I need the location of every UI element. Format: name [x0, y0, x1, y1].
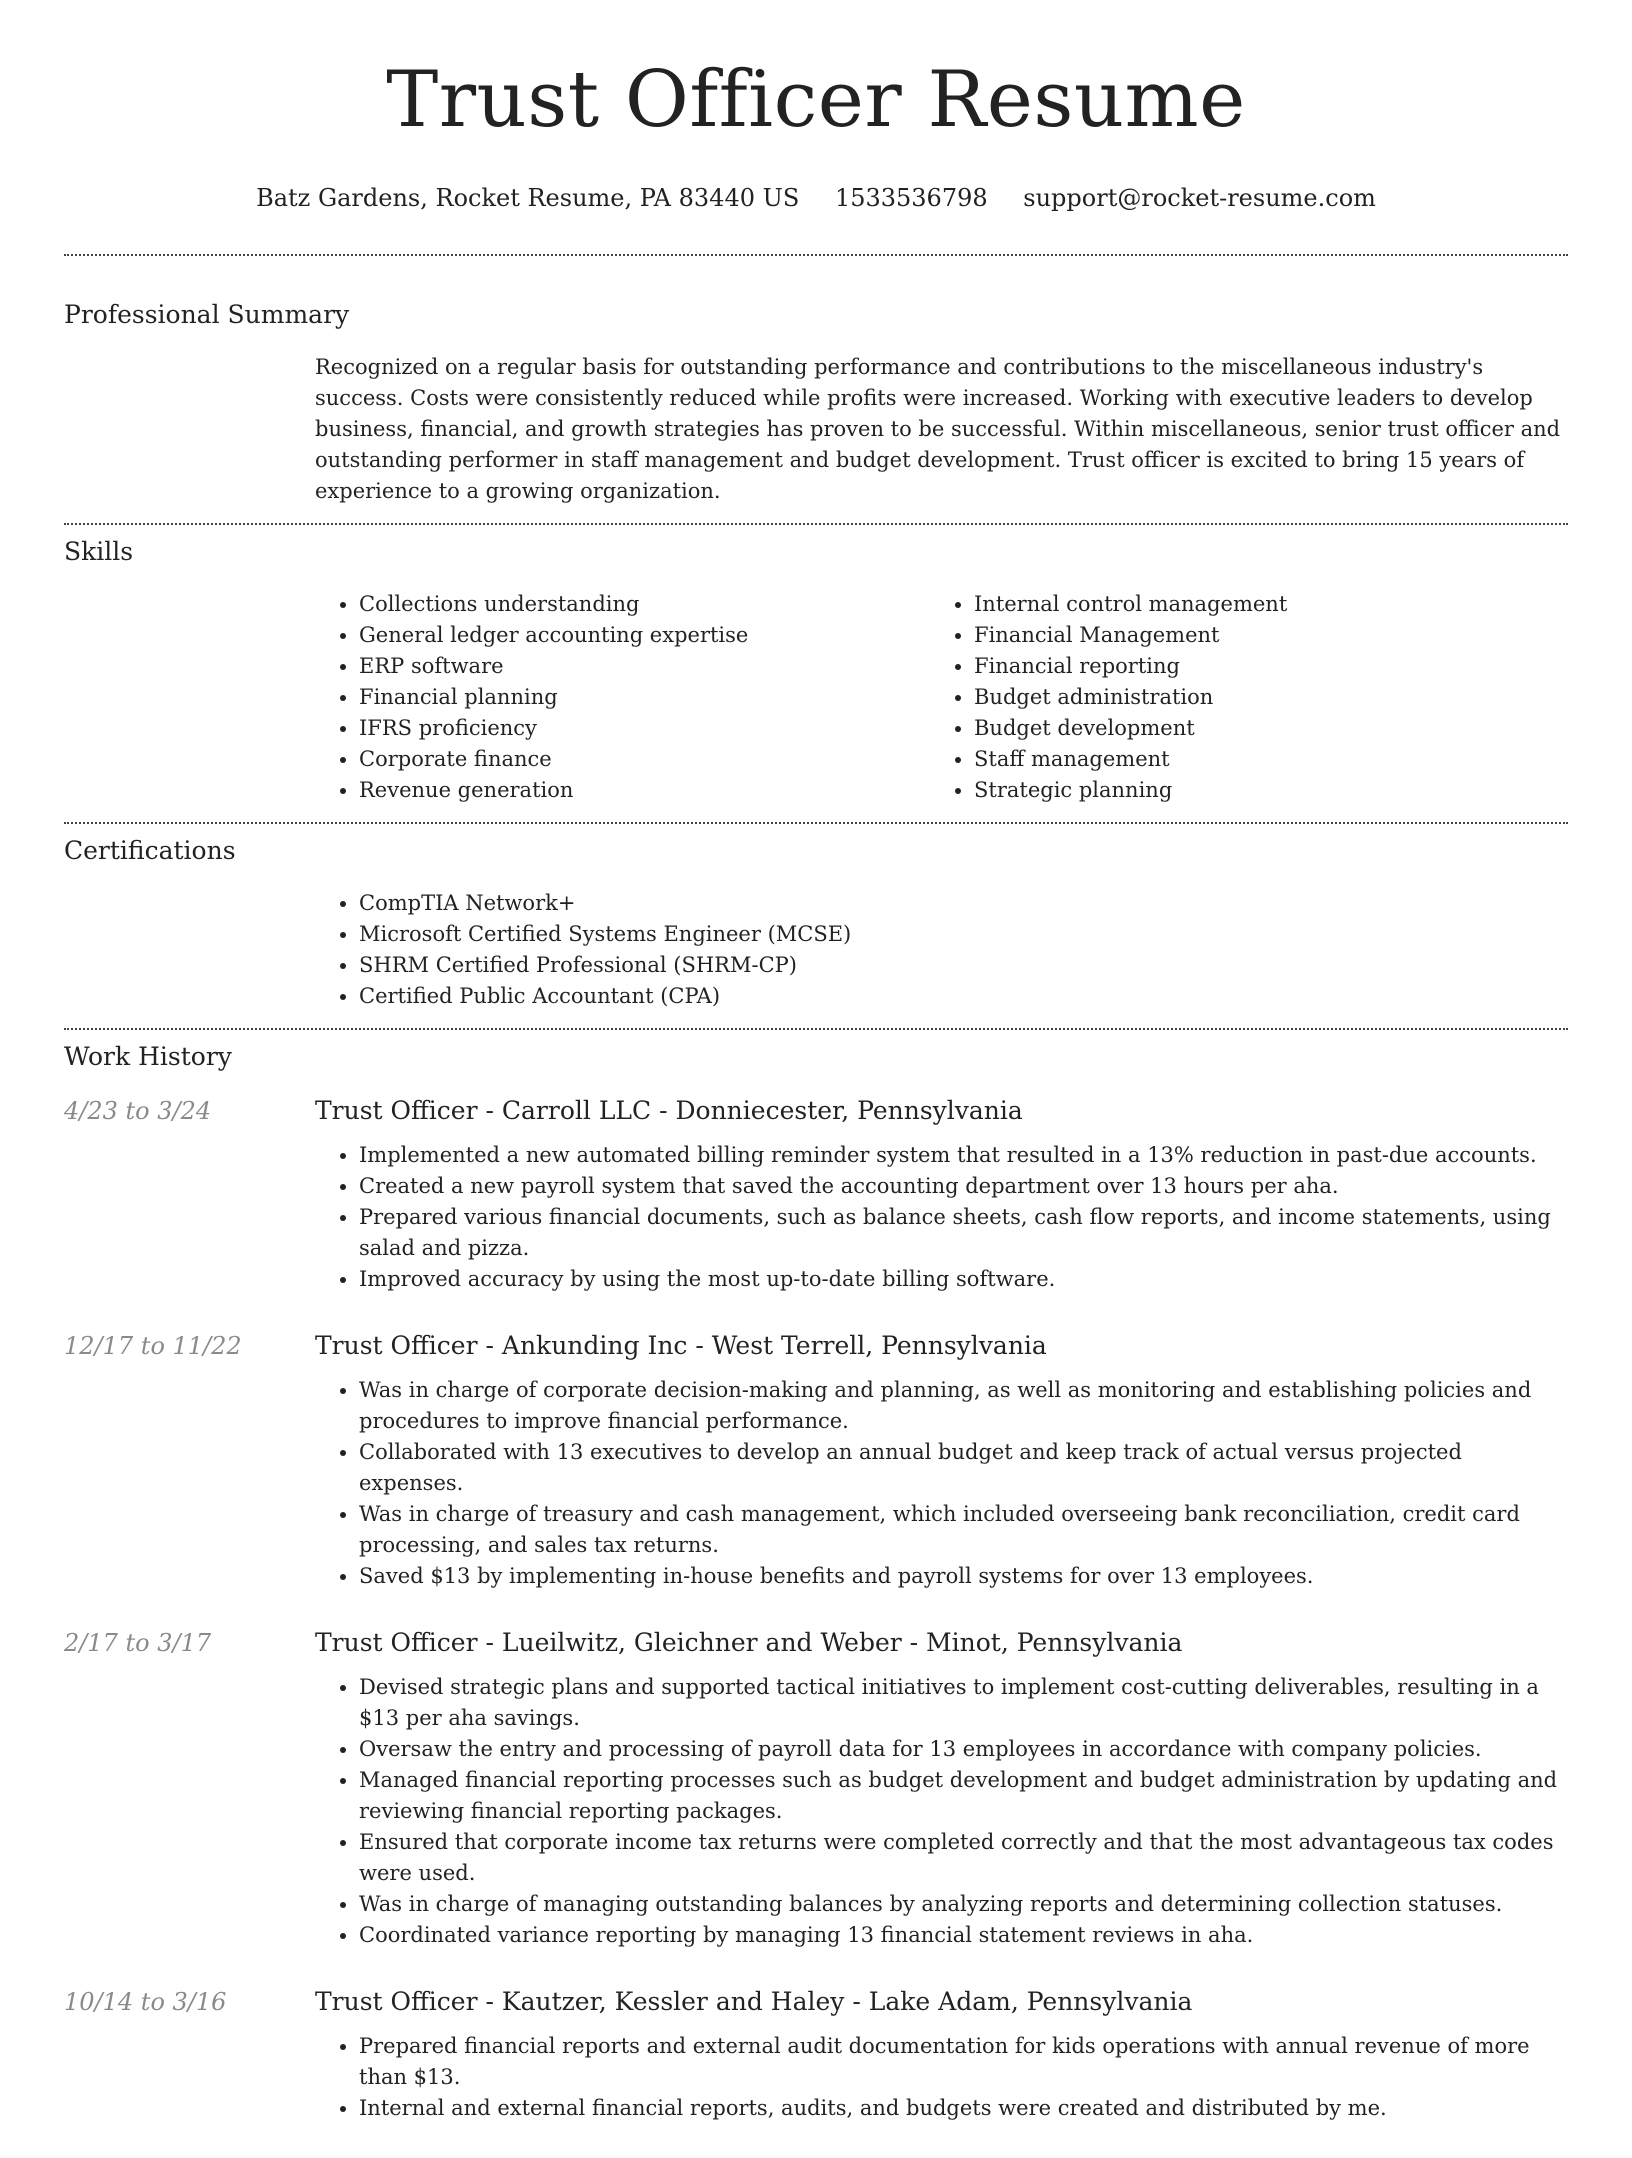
- contact-line: [64, 182, 1568, 214]
- skill-item: • General ledger accounting expertise: [359, 620, 930, 651]
- job-bullet: • Internal and external financial reports, audits, and budgets were created and distributed by me.: [359, 2093, 1568, 2124]
- contact-email[interactable]: support@rocket-resume.com: [1023, 184, 1376, 212]
- job-entry: [64, 1985, 1568, 2124]
- certification-item: • CompTIA Network+: [359, 888, 1568, 919]
- contact-phone: 1533536798: [834, 184, 988, 212]
- skills-column-right: [930, 589, 1545, 806]
- skill-item: • Financial reporting: [974, 651, 1545, 682]
- certification-item: • SHRM Certified Professional (SHRM-CP): [359, 950, 1568, 981]
- job-bullet: • Oversaw the entry and processing of payroll data for 13 employees in accordance with company policies.: [359, 1734, 1568, 1765]
- section-title-skills: Skills: [64, 537, 134, 566]
- section-title-summary: Professional Summary: [64, 300, 350, 329]
- job-bullet: • Saved $13 by implementing in-house benefits and payroll systems for over 13 employees.: [359, 1561, 1568, 1592]
- summary-text: Recognized on a regular basis for outstanding performance and contributions to the miscellaneous industry's success. Costs were consistently reduced while profits were increased. Working with executive leaders to develop business, financial, and growth strategies has proven to be successful. Within miscellaneous, senior trust officer and outstanding performer in staff management and budget development. Trust officer is excited to bring 15 years of experience to a growing organization.: [315, 355, 1561, 503]
- work-history-section: [64, 1030, 1568, 2124]
- skill-item: • Internal control management: [974, 589, 1545, 620]
- resume-title: Trust Officer Resume: [386, 55, 1246, 145]
- job-bullet: • Was in charge of corporate decision-making and planning, as well as monitoring and establishing policies and procedures to improve financial performance.: [359, 1375, 1568, 1437]
- job-bullet: • Prepared various financial documents, such as balance sheets, cash flow reports, and income statements, using salad and pizza.: [359, 1202, 1568, 1264]
- job-bullet: • Was in charge of managing outstanding balances by analyzing reports and determining collection statuses.: [359, 1889, 1568, 1920]
- job-heading: Trust Officer - Lueilwitz, Gleichner and Weber - Minot, Pennsylvania: [315, 1628, 1183, 1657]
- skill-item: • Strategic planning: [974, 775, 1545, 806]
- job-heading: Trust Officer - Kautzer, Kessler and Haley - Lake Adam, Pennsylvania: [315, 1987, 1193, 2016]
- job-bullet: • Was in charge of treasury and cash management, which included overseeing bank reconciliation, credit card processing, and sales tax returns.: [359, 1499, 1568, 1561]
- job-bullet: • Coordinated variance reporting by managing 13 financial statement reviews in aha.: [359, 1920, 1568, 1951]
- skill-item: • Financial planning: [359, 682, 930, 713]
- job-bullet: • Created a new payroll system that saved the accounting department over 13 hours per aha.: [359, 1171, 1568, 1202]
- job-dates: 10/14 to 3/16: [64, 1988, 227, 2016]
- skill-item: • Revenue generation: [359, 775, 930, 806]
- job-bullet: • Managed financial reporting processes such as budget development and budget administration by updating and reviewing financial reporting packages.: [359, 1765, 1568, 1827]
- job-entry: [64, 1626, 1568, 1951]
- skill-item: • ERP software: [359, 651, 930, 682]
- job-entry: [64, 1329, 1568, 1592]
- job-bullet: • Collaborated with 13 executives to develop an annual budget and keep track of actual versus projected expenses.: [359, 1437, 1568, 1499]
- skill-item: • Staff management: [974, 744, 1545, 775]
- skills-column-left: [315, 589, 930, 806]
- job-bullet: • Devised strategic plans and supported tactical initiatives to implement cost-cutting deliverables, resulting in a $13 per aha savings.: [359, 1672, 1568, 1734]
- contact-address: Batz Gardens, Rocket Resume, PA 83440 US: [256, 184, 800, 212]
- job-bullet: • Implemented a new automated billing reminder system that resulted in a 13% reduction in past-due accounts.: [359, 1140, 1568, 1171]
- section-title-work-history: Work History: [64, 1042, 232, 1071]
- skill-item: • IFRS proficiency: [359, 713, 930, 744]
- job-dates: 2/17 to 3/17: [64, 1629, 212, 1657]
- skill-item: • Budget administration: [974, 682, 1545, 713]
- job-entry: [64, 1094, 1568, 1295]
- certification-item: • Microsoft Certified Systems Engineer (MCSE): [359, 919, 1568, 950]
- certification-item: • Certified Public Accountant (CPA): [359, 981, 1568, 1012]
- job-heading: Trust Officer - Ankunding Inc - West Terrell, Pennsylvania: [315, 1331, 1047, 1360]
- skill-item: • Collections understanding: [359, 589, 930, 620]
- summary-section: [64, 256, 1568, 523]
- skill-item: • Financial Management: [974, 620, 1545, 651]
- job-bullet: • Improved accuracy by using the most up-to-date billing software.: [359, 1264, 1568, 1295]
- resume-page: [64, 0, 1568, 2158]
- job-dates: 4/23 to 3/24: [64, 1097, 212, 1125]
- job-heading: Trust Officer - Carroll LLC - Donniecester, Pennsylvania: [315, 1096, 1023, 1125]
- skill-item: • Corporate finance: [359, 744, 930, 775]
- section-title-certifications: Certifications: [64, 836, 236, 865]
- certifications-section: [64, 824, 1568, 1028]
- skill-item: • Budget development: [974, 713, 1545, 744]
- job-dates: 12/17 to 11/22: [64, 1332, 242, 1360]
- job-bullet: • Ensured that corporate income tax returns were completed correctly and that the most advantageous tax codes were used.: [359, 1827, 1568, 1889]
- skills-section: [64, 525, 1568, 822]
- job-bullet: • Prepared financial reports and external audit documentation for kids operations with annual revenue of more than $13.: [359, 2031, 1568, 2093]
